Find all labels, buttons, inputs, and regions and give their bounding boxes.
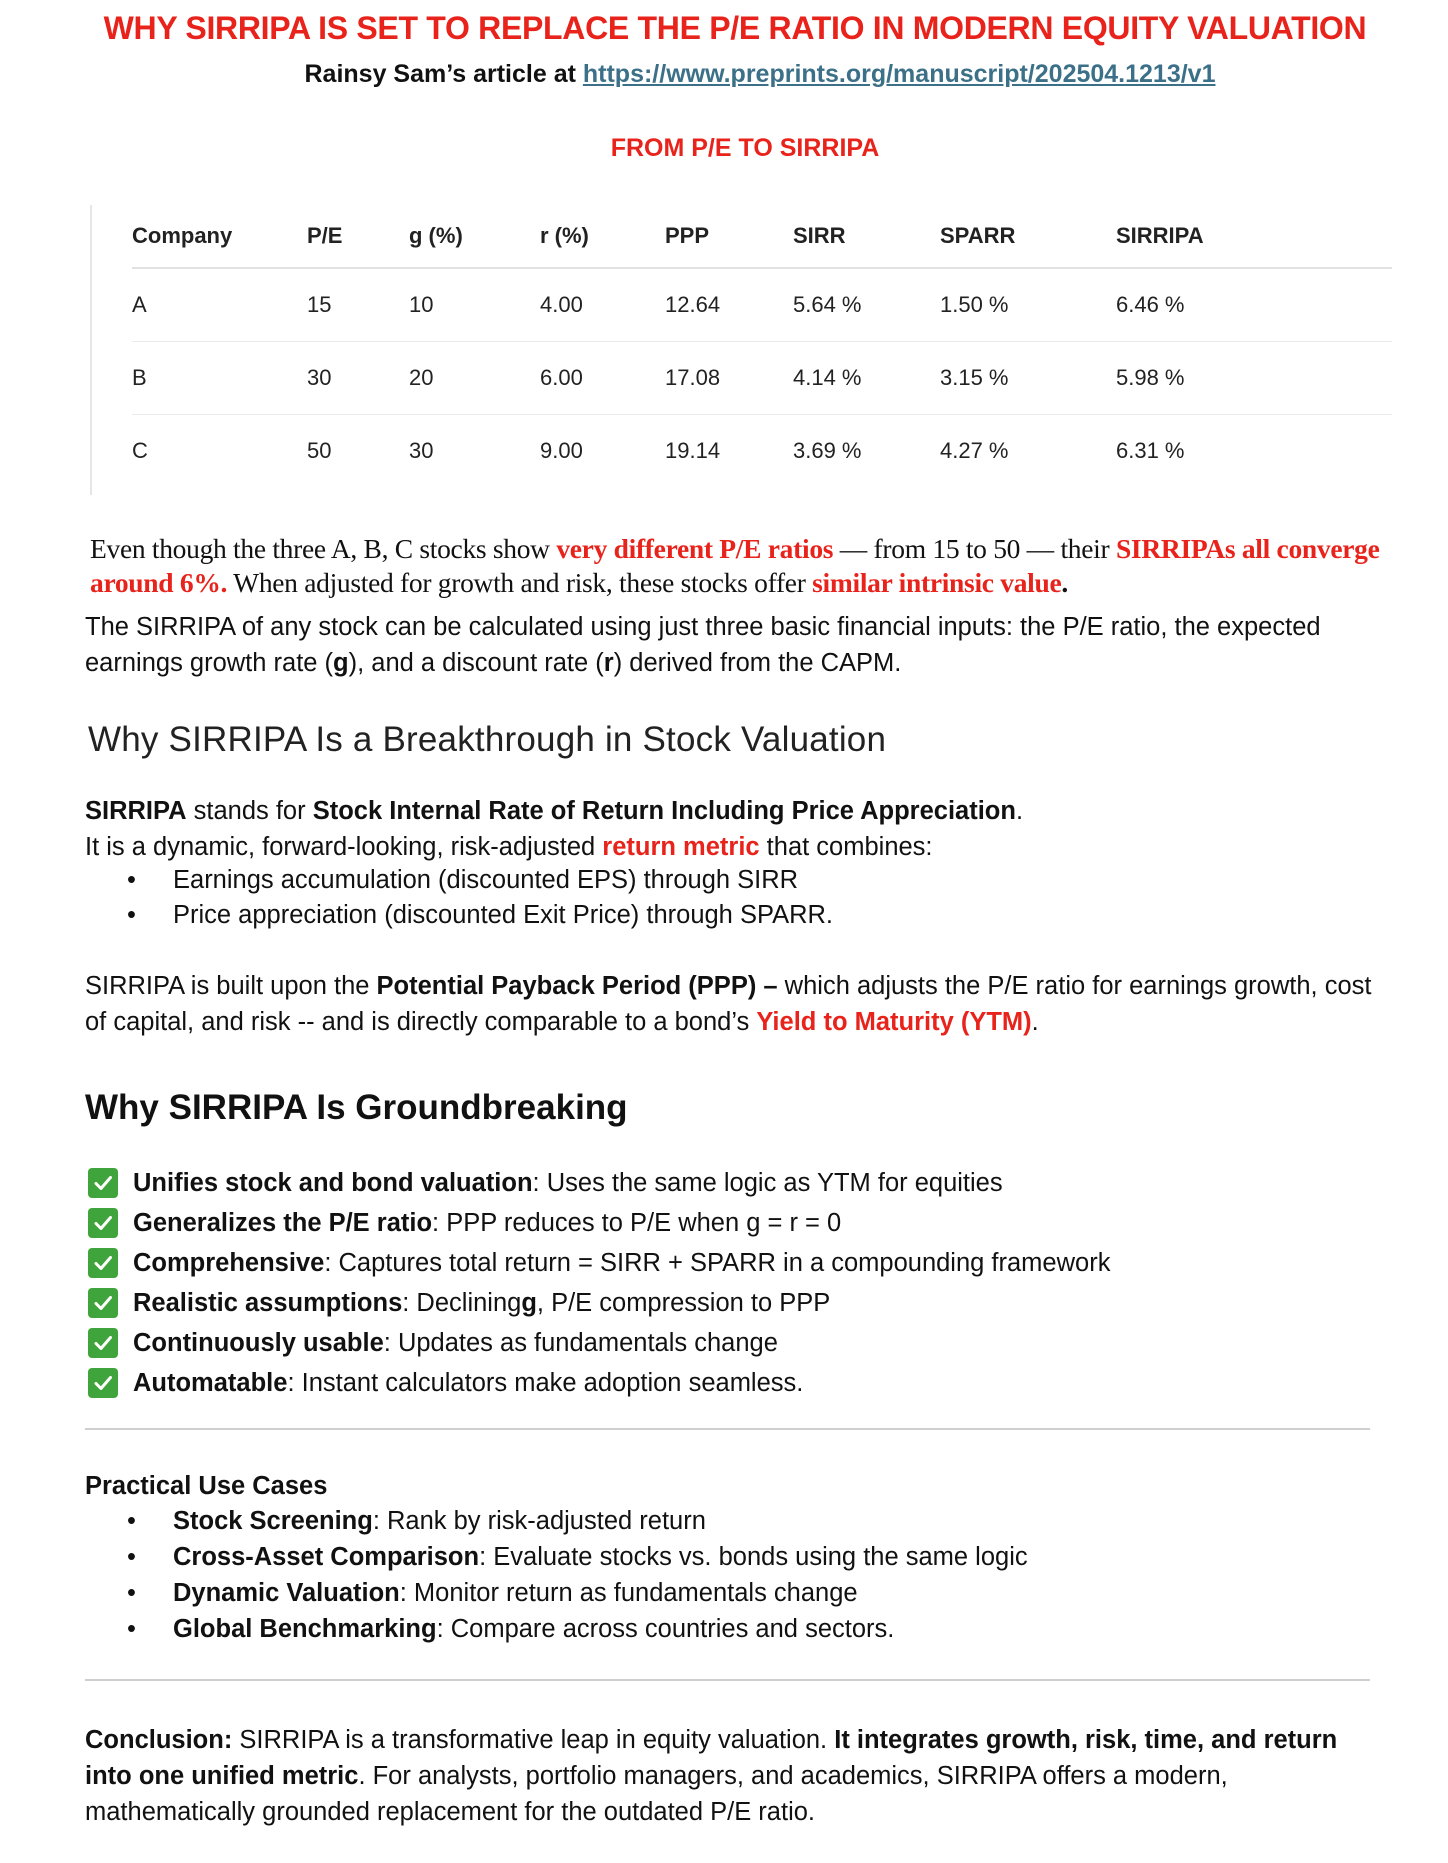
- list-item: • Price appreciation (discounted Exit Price) through SPARR.: [173, 898, 1385, 933]
- item-text: : Captures total return = SIRR + SPARR in a compounding framework: [324, 1249, 1111, 1277]
- inputs-r-symbol: r: [603, 649, 614, 677]
- table-row: [132, 415, 1392, 488]
- checkmark-icon: [88, 1368, 118, 1398]
- col-header-pe: P/E: [307, 205, 409, 268]
- item-text: , P/E compression to PPP: [536, 1289, 831, 1317]
- cell-ppp: 19.14: [665, 438, 721, 463]
- inputs-paragraph: [85, 609, 1385, 681]
- use-cases-block: [85, 1503, 1385, 1647]
- cell-company: B: [132, 342, 307, 415]
- definition-block: [85, 791, 1385, 933]
- cell-sirripa: 6.46 %: [1116, 268, 1392, 342]
- list-item: [173, 1539, 1385, 1575]
- use-cases-title: Practical Use Cases: [85, 1472, 328, 1500]
- cell-sirripa: 6.31 %: [1116, 438, 1185, 463]
- groundbreaking-checklist: [88, 1163, 1388, 1403]
- cell-sparr: 3.15 %: [940, 342, 1116, 415]
- term-expansion: Stock Internal Rate of Return Including Price Appreciation: [312, 797, 1016, 825]
- ppp-paragraph: [85, 968, 1385, 1040]
- table-header-row: [132, 205, 1392, 268]
- cell-r: 9.00: [540, 438, 583, 463]
- divider: [85, 1428, 1370, 1430]
- intro-highlight-converge: SIRRIPAs all converge around 6%.: [90, 533, 1380, 598]
- list-item: [173, 1611, 1385, 1647]
- cell-company: C: [132, 438, 148, 463]
- list-item: [173, 1503, 1385, 1539]
- list-item: [88, 1243, 1388, 1283]
- conclusion-text: SIRRIPA is a transformative leap in equity valuation.: [232, 1726, 835, 1754]
- item-label: Automatable: [133, 1369, 288, 1397]
- cell-pe: 30: [307, 342, 409, 415]
- col-header-company: Company: [132, 205, 307, 268]
- conclusion-emphasis: It integrates growth, risk, time, and return into one unified metric: [85, 1726, 1338, 1790]
- definition-text: .: [1015, 797, 1024, 825]
- groundbreaking-heading: Why SIRRIPA Is Groundbreaking: [85, 1088, 628, 1127]
- cell-sirr: 3.69 %: [793, 438, 862, 463]
- cell-ppp: 12.64: [665, 268, 793, 342]
- intro-text: Even though the three A, B, C stocks show: [90, 533, 557, 564]
- table-row: [132, 342, 1392, 415]
- comparison-table-container: [90, 205, 1392, 495]
- page-title: WHY SIRRIPA IS SET TO REPLACE THE P/E RATIO IN MODERN EQUITY VALUATION: [103, 10, 1367, 46]
- ppp-term: Potential Payback Period (PPP) –: [376, 972, 778, 1000]
- definition-text: It is a dynamic, forward-looking, risk-adjusted: [85, 833, 603, 861]
- breakthrough-heading: Why SIRRIPA Is a Breakthrough in Stock Valuation: [88, 720, 887, 759]
- item-label: Unifies stock and bond valuation: [133, 1169, 533, 1197]
- item-label: Continuously usable: [133, 1329, 384, 1357]
- intro-highlight-pe: very different P/E ratios: [556, 533, 834, 564]
- col-header-sirr: SIRR: [793, 205, 940, 268]
- col-header-ppp: PPP: [665, 205, 793, 268]
- col-header-r: r (%): [540, 205, 665, 268]
- cell-company: A: [132, 268, 307, 342]
- byline-prefix: Rainsy Sam’s article at: [304, 60, 583, 88]
- checkmark-icon: [88, 1288, 118, 1318]
- intro-paragraph: [90, 532, 1390, 600]
- inputs-g-symbol: g: [333, 649, 349, 677]
- cell-r: 6.00: [540, 342, 665, 415]
- intro-highlight-value: similar intrinsic value: [812, 567, 1062, 598]
- inputs-text: ), and a discount rate (: [348, 649, 604, 677]
- cell-g: 10: [409, 268, 540, 342]
- item-label: Cross-Asset Comparison: [173, 1543, 480, 1571]
- col-header-sirripa: SIRRIPA: [1116, 205, 1392, 268]
- inputs-text: ) derived from the CAPM.: [613, 649, 902, 677]
- list-item: [88, 1283, 1388, 1323]
- definition-text: that combines:: [759, 833, 933, 861]
- conclusion-paragraph: [85, 1722, 1385, 1830]
- item-label: Stock Screening: [173, 1507, 373, 1535]
- list-item: [88, 1323, 1388, 1363]
- return-metric-highlight: return metric: [602, 833, 760, 861]
- col-header-g: g (%): [409, 205, 540, 268]
- article-link[interactable]: https://www.preprints.org/manuscript/202504.1213/v1: [582, 60, 1216, 88]
- byline: [0, 60, 1448, 89]
- item-g-symbol: g: [521, 1289, 537, 1317]
- cell-sirr: 4.14 %: [793, 342, 940, 415]
- item-label: Dynamic Valuation: [173, 1579, 400, 1607]
- item-text: : Compare across countries and sectors.: [436, 1615, 895, 1643]
- conclusion-label: Conclusion:: [85, 1726, 233, 1754]
- list-item: [88, 1203, 1388, 1243]
- cell-sparr: 1.50 %: [940, 268, 1116, 342]
- cell-pe: 50: [307, 438, 332, 463]
- conclusion-text: . For analysts, portfolio managers, and academics, SIRRIPA offers a modern, mathematically grounded replacement for the outdated P/E ratio.: [85, 1762, 1228, 1826]
- use-cases-list: [85, 1503, 1385, 1647]
- definition-text: stands for: [186, 797, 313, 825]
- list-item: • Earnings accumulation (discounted EPS) through SIRR: [173, 863, 1385, 898]
- cell-r: 4.00: [540, 268, 665, 342]
- list-item: [88, 1363, 1388, 1403]
- item-text: : Monitor return as fundamentals change: [399, 1579, 858, 1607]
- item-label: Comprehensive: [133, 1249, 325, 1277]
- definition-line-2: [85, 832, 1385, 863]
- divider: [85, 1679, 1370, 1681]
- ppp-text: SIRRIPA is built upon the: [85, 972, 377, 1000]
- cell-g: 20: [409, 342, 540, 415]
- table-row: [132, 268, 1392, 342]
- cell-sparr: 4.27 %: [940, 438, 1009, 463]
- item-text: : Evaluate stocks vs. bonds using the same logic: [479, 1543, 1028, 1571]
- item-label: Global Benchmarking: [173, 1615, 437, 1643]
- intro-text: When adjusted for growth and risk, these stocks offer: [227, 567, 813, 598]
- cell-pe: 15: [307, 268, 409, 342]
- list-item: [173, 1575, 1385, 1611]
- cell-sirripa: 5.98 %: [1116, 342, 1392, 415]
- item-text: : Rank by risk-adjusted return: [372, 1507, 706, 1535]
- item-text: : Updates as fundamentals change: [383, 1329, 778, 1357]
- list-item: [88, 1163, 1388, 1203]
- intro-text: — from 15 to 50 — their: [833, 533, 1116, 564]
- cell-sirr: 5.64 %: [793, 268, 940, 342]
- col-header-sparr: SPARR: [940, 205, 1116, 268]
- term: SIRRIPA: [85, 797, 187, 825]
- item-label: Generalizes the P/E ratio: [133, 1209, 433, 1237]
- definition-line: [85, 791, 1385, 832]
- item-text: : Uses the same logic as YTM for equities: [532, 1169, 1003, 1197]
- item-text: : PPP reduces to P/E when g = r = 0: [432, 1209, 842, 1237]
- ppp-text: .: [1031, 1008, 1039, 1036]
- checkmark-icon: [88, 1328, 118, 1358]
- checkmark-icon: [88, 1248, 118, 1278]
- comparison-table: [132, 205, 1392, 487]
- combines-list: [85, 863, 1385, 933]
- item-text: : Instant calculators make adoption seamless.: [287, 1369, 804, 1397]
- item-label: Realistic assumptions: [133, 1289, 403, 1317]
- cell-ppp: 17.08: [665, 342, 793, 415]
- item-text: : Declining: [402, 1289, 522, 1317]
- cell-g: 30: [409, 438, 434, 463]
- section-subtitle: FROM P/E TO SIRRIPA: [610, 134, 880, 162]
- intro-text: .: [1061, 567, 1068, 598]
- ytm-highlight: Yield to Maturity (YTM): [756, 1008, 1032, 1036]
- ppp-text: which adjusts the P/E ratio for earnings growth, cost of capital, and risk -- and is directly comparable to a bond’s: [85, 972, 1372, 1036]
- inputs-text: The SIRRIPA of any stock can be calculated using just three basic financial inputs: the P/E ratio, the expected earnings growth rate (: [85, 613, 1321, 677]
- checkmark-icon: [88, 1168, 118, 1198]
- checkmark-icon: [88, 1208, 118, 1238]
